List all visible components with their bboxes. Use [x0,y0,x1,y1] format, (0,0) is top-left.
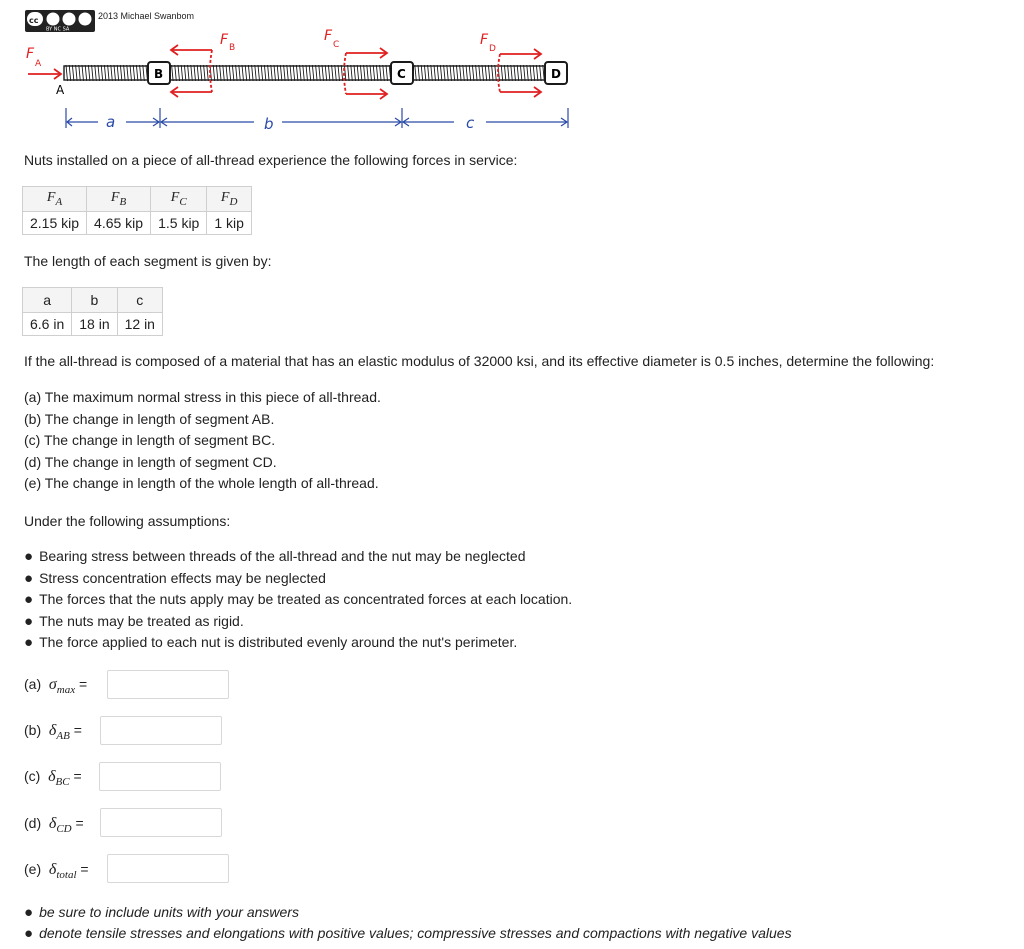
intro-text: Nuts installed on a piece of all-thread experience the following forces in service: [24,152,518,168]
segment-table-row [23,313,163,336]
segment-table [22,287,163,336]
force-value-d: 1 kip [207,212,252,235]
part-b: (b) The change in length of segment AB. [24,410,275,427]
answer-d-input[interactable] [100,808,222,837]
segment-header-a: a [23,288,72,313]
force-a-label: F [26,46,35,62]
force-d-label: F [480,32,489,48]
answer-a-input[interactable] [107,670,229,699]
force-d-sub: D [489,44,496,54]
segment-header-c: c [117,288,162,313]
notes-list [24,902,792,944]
assumption-item: ● The nuts may be treated as rigid. [24,612,244,630]
assumptions-intro: Under the following assumptions: [24,513,231,529]
nut-b-label: B [154,67,164,81]
part-e: (e) The change in length of the whole length of all-thread. [24,475,379,491]
answer-e-input[interactable] [107,854,229,883]
answer-b-input[interactable] [100,716,222,745]
force-a-arrow [28,69,61,79]
all-thread-diagram [24,8,570,136]
all-thread-rod [64,65,548,81]
parts-list [24,387,381,495]
force-header-c: $F_C$ [151,187,207,212]
force-table [22,186,252,235]
segment-value-b: 18 in [72,313,117,336]
part-c: (c) The change in length of segment BC. [24,432,276,448]
force-value-c: 1.5 kip [151,212,207,235]
force-header-d: $F_D$ [207,187,252,212]
force-a-sub: A [35,59,42,69]
answer-c-input[interactable] [99,762,221,791]
force-table-row [23,212,252,235]
answer-e-label: (e) $\delta_{total}$ = [24,861,89,882]
part-a: (a) The maximum normal stress in this piece of all-thread. [24,389,381,405]
force-value-a: 2.15 kip [23,212,87,235]
dim-c-label: c [466,114,475,132]
answer-c-label: (c) $\delta_{BC}$ = [24,768,82,789]
force-b-sub: B [229,43,236,53]
assumption-item: ● The force applied to each nut is distributed evenly around the nut's perimeter. [24,634,518,651]
assumption-item: ● The forces that the nuts apply may be treated as concentrated forces at each location. [24,591,573,608]
answer-a-label: (a) $\sigma_{max}$ = [24,676,88,697]
nut-c [391,62,413,84]
copyright-text: 2013 Michael Swanbom [98,11,195,21]
force-header-b: $F_B$ [87,187,151,212]
svg-text:BY NC SA: BY NC SA [46,26,70,33]
dim-a-label: a [106,113,116,131]
segment-value-a: 6.6 in [23,313,72,336]
node-a-label: A [56,83,65,97]
force-header-a: $F_A$ [23,187,87,212]
segment-intro: The length of each segment is given by: [24,253,272,269]
nut-d-label: D [551,67,561,81]
assumption-item: ● Bearing stress between threads of the all-thread and the nut may be neglected [24,548,526,565]
nut-d [545,62,567,84]
answer-d-label: (d) $\delta_{CD}$ = [24,815,84,836]
force-value-b: 4.65 kip [87,212,151,235]
answer-b-label: (b) $\delta_{AB}$ = [24,722,82,743]
note-item: ● denote tensile stresses and elongations with positive values; compressive stresses and compactions with negative values [24,925,792,942]
segment-header-b: b [72,288,117,313]
assumption-item: ● Stress concentration effects may be neglected [24,569,326,587]
segment-value-c: 12 in [117,313,162,336]
force-table-header [23,187,252,212]
force-b-label: F [220,32,229,48]
note-item: ● be sure to include units with your answers [24,904,299,921]
part-d: (d) The change in length of segment CD. [24,453,277,470]
force-c-sub: C [333,40,340,50]
svg-text:cc: cc [29,16,39,25]
assumptions-list [24,546,572,654]
dimension-lines [66,108,568,128]
force-c-label: F [324,28,333,44]
nut-b [148,62,170,84]
problem-statement: If the all-thread is composed of a material that has an elastic modulus of 32000 ksi, and its effective diameter is 0.5 inches, determine the following: [24,353,935,369]
segment-table-header [23,288,163,313]
dim-b-label: b [264,115,274,133]
cc-license-badge [25,10,95,33]
nut-c-label: C [397,67,406,81]
